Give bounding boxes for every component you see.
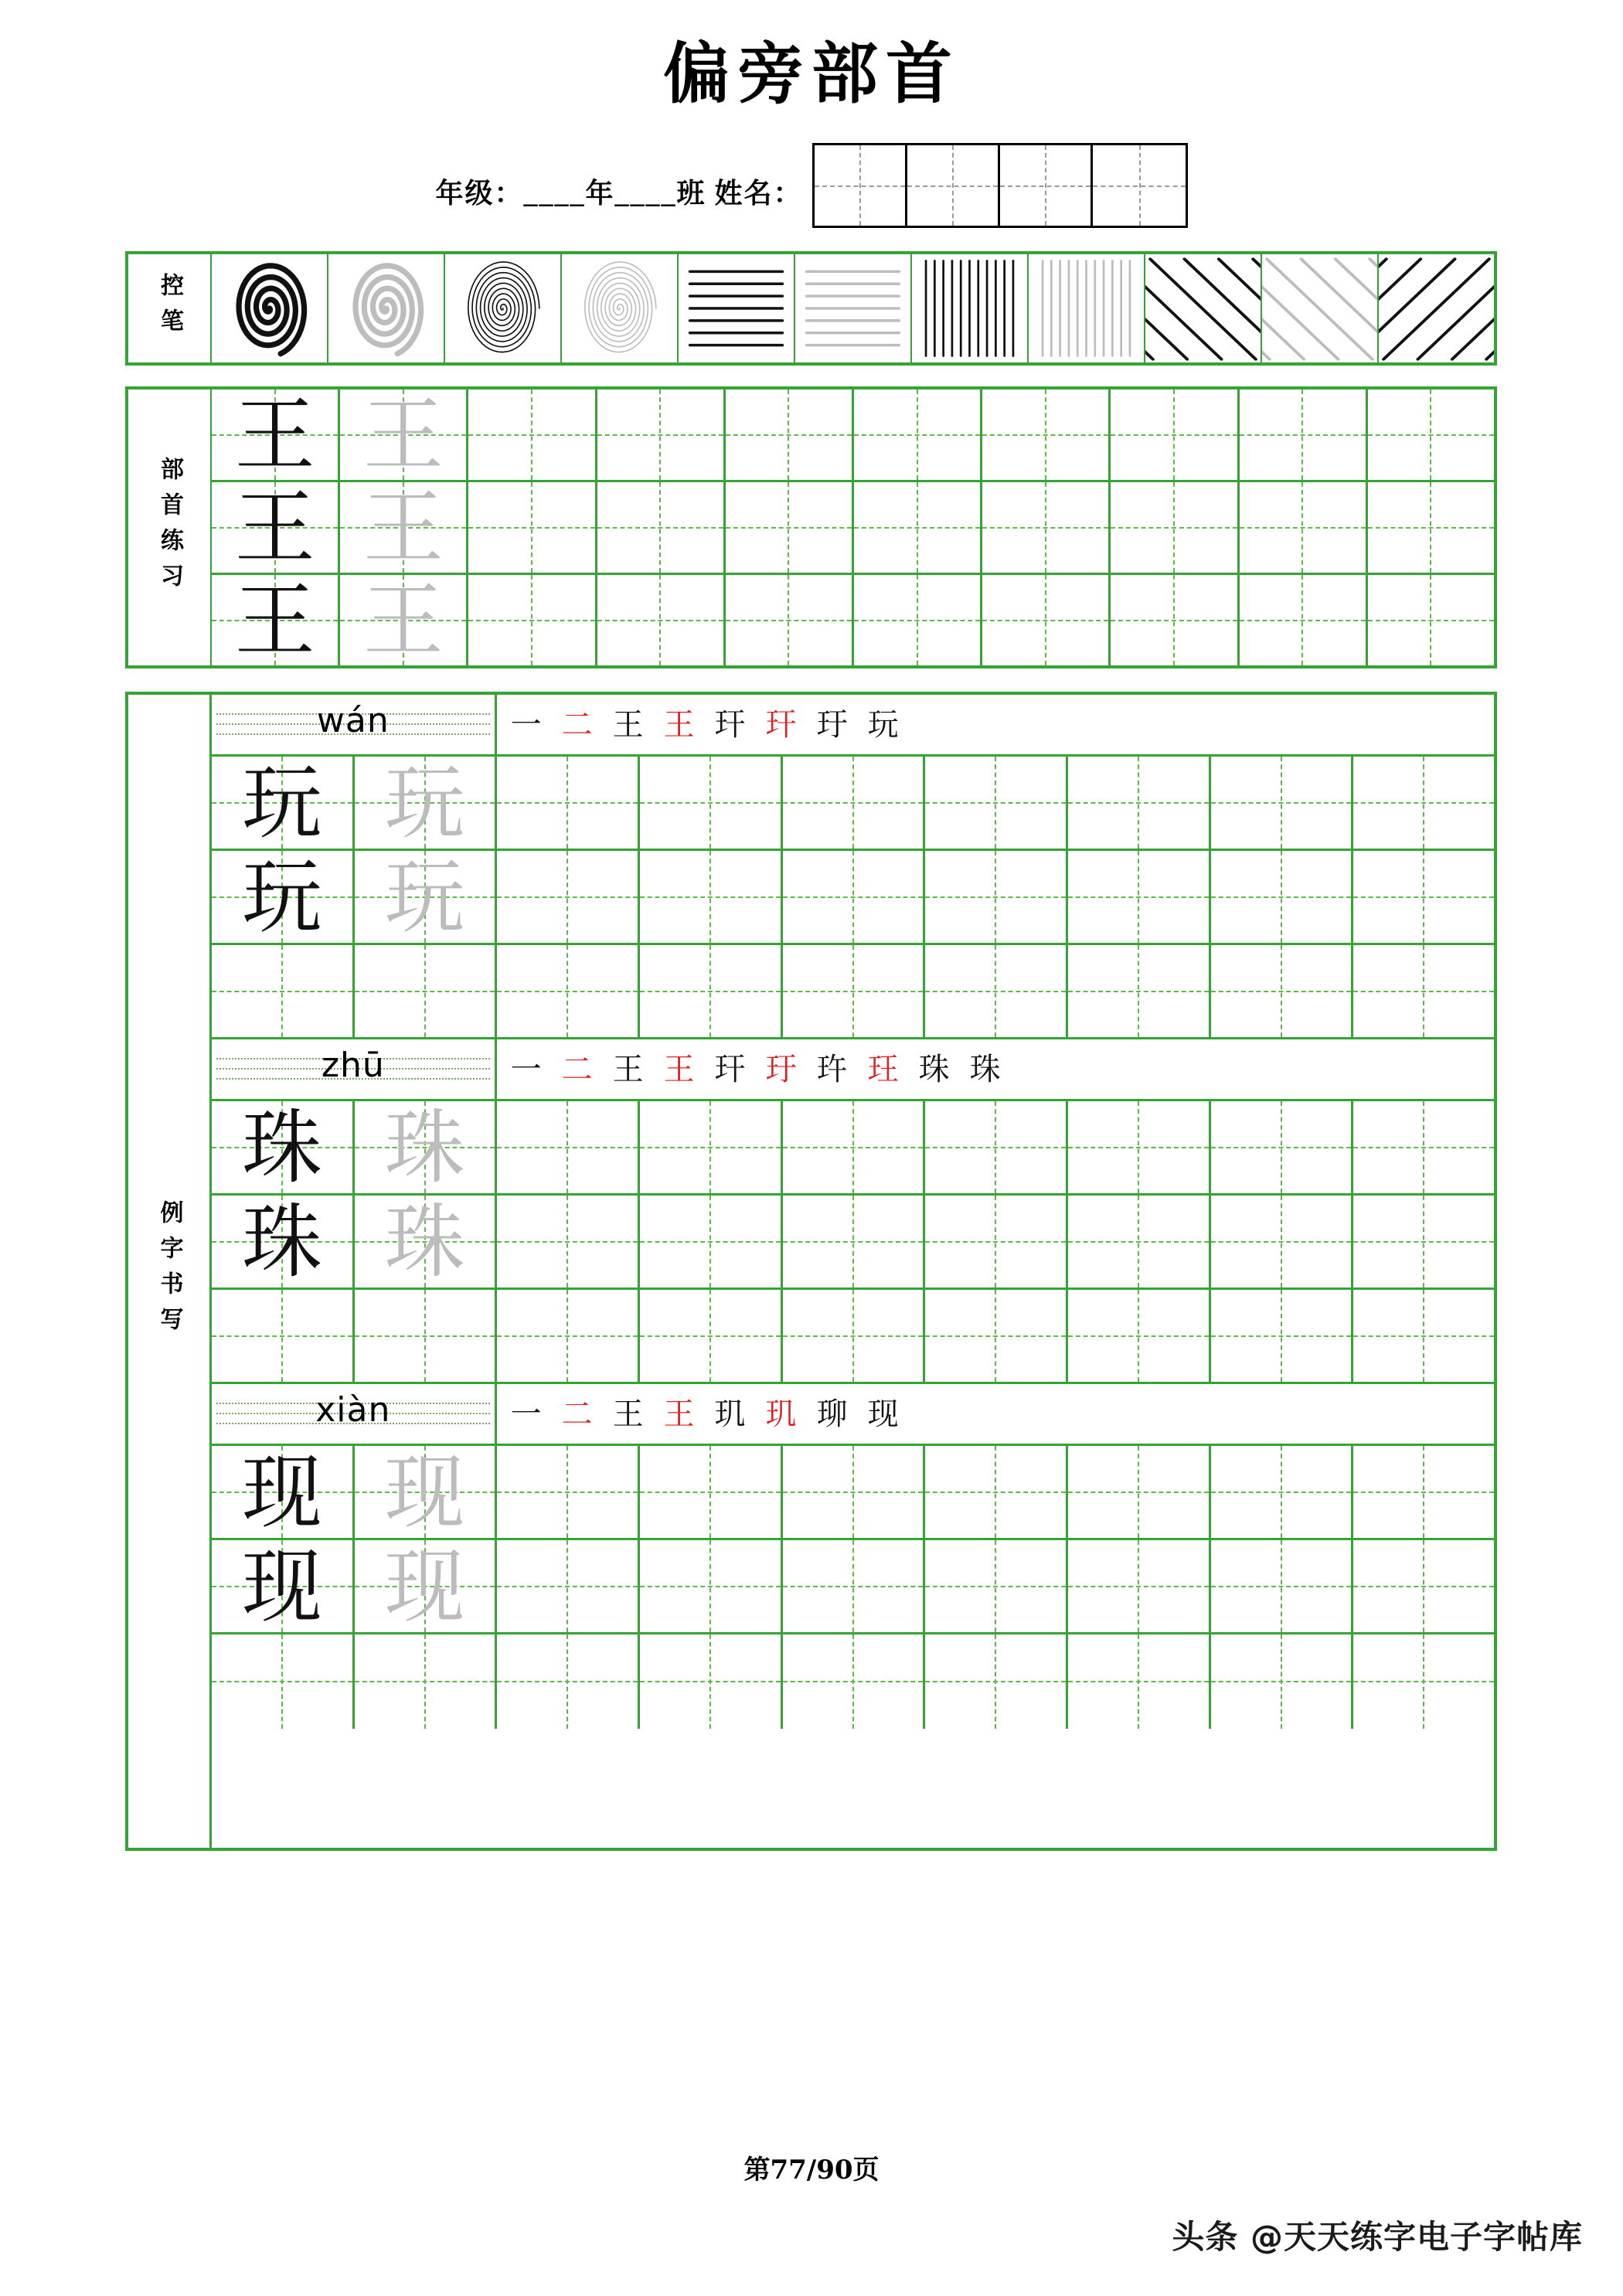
character-writing-cell[interactable] (212, 1446, 355, 1538)
pen-control-cell-spiral-thin-dark[interactable] (445, 254, 562, 362)
character-writing-cell[interactable] (355, 757, 498, 849)
character-glyph: 王 (234, 573, 315, 668)
name-box-cell[interactable] (815, 145, 907, 226)
radical-practice-cell[interactable] (1111, 482, 1239, 573)
radical-practice-cell[interactable] (854, 482, 982, 573)
character-writing-cell[interactable] (1211, 851, 1354, 943)
character-writing-cell[interactable] (1068, 757, 1211, 849)
radical-practice-cell[interactable] (340, 389, 468, 480)
radical-practice-cell[interactable] (1111, 575, 1239, 665)
stroke-order-step-8: 现 (867, 1396, 899, 1432)
pen-control-cell-vertical-dark[interactable] (912, 254, 1029, 362)
character-writing-cell[interactable] (640, 1634, 783, 1729)
stroke-order-step-1: 一 (510, 1051, 542, 1087)
character-writing-cell[interactable] (925, 1101, 1068, 1193)
pen-control-cell-spiral-thick-light[interactable] (328, 254, 445, 362)
character-writing-cell[interactable] (1353, 757, 1494, 849)
character-writing-cell[interactable] (783, 757, 926, 849)
stroke-order-step-7: 珋 (816, 1396, 848, 1432)
radical-practice-cell[interactable] (726, 389, 854, 480)
example-writing-body (212, 695, 1494, 1848)
stroke-order-step-3: 王 (612, 1396, 644, 1432)
page-header (0, 0, 1623, 240)
stroke-order-row (212, 1039, 1494, 1101)
character-writing-cell[interactable] (212, 757, 355, 849)
character-writing-cell[interactable] (1353, 1290, 1494, 1382)
character-writing-cell[interactable] (1068, 1290, 1211, 1382)
character-writing-cell[interactable] (497, 1446, 640, 1538)
radical-practice-label-text: 部首练习 (156, 456, 183, 599)
character-writing-cell[interactable] (497, 1290, 640, 1382)
character-writing-cell[interactable] (355, 1634, 498, 1729)
character-writing-cell[interactable] (355, 945, 498, 1037)
example-character-block (212, 695, 1494, 1039)
stroke-order-step-4: 王 (663, 1396, 695, 1432)
character-writing-cell[interactable] (925, 1196, 1068, 1287)
radical-practice-cell[interactable] (1240, 575, 1368, 665)
character-writing-cell[interactable] (1353, 1101, 1494, 1193)
character-glyph: 珠 (384, 1194, 465, 1289)
character-glyph: 珠 (384, 1100, 465, 1195)
character-writing-cell[interactable] (1068, 1634, 1211, 1729)
character-writing-cell[interactable] (497, 1540, 640, 1632)
stroke-order-sequence (497, 1039, 1494, 1099)
character-writing-cell[interactable] (1353, 1540, 1494, 1632)
stroke-order-step-9: 珠 (918, 1051, 950, 1087)
character-writing-cell[interactable] (925, 1446, 1068, 1538)
watermark: 头条 @天天练字电子字帖库 (1172, 2218, 1583, 2256)
character-glyph: 现 (241, 1539, 322, 1634)
character-glyph: 王 (362, 480, 444, 575)
pinyin-text: zhū (321, 1046, 385, 1085)
character-writing-cell[interactable] (497, 1101, 640, 1193)
radical-practice-cell[interactable] (340, 573, 468, 668)
character-glyph: 珠 (241, 1100, 322, 1195)
pinyin-cell (212, 1384, 497, 1444)
stroke-order-step-4: 王 (663, 1051, 695, 1087)
student-meta-row (0, 143, 1623, 228)
character-glyph: 玩 (241, 849, 322, 944)
stroke-order-step-7: 玝 (816, 1051, 848, 1087)
character-writing-cell[interactable] (212, 1634, 355, 1729)
character-writing-cell[interactable] (212, 1196, 355, 1287)
stroke-order-step-3: 王 (612, 1051, 644, 1087)
stroke-order-step-10: 珠 (969, 1051, 1001, 1087)
character-glyph: 现 (384, 1444, 465, 1539)
radical-practice-cell[interactable] (212, 389, 340, 480)
radical-practice-cell[interactable] (1240, 482, 1368, 573)
stroke-order-row (212, 695, 1494, 757)
page-number: 第77/90页 (743, 2155, 880, 2185)
character-writing-cell[interactable] (925, 1540, 1068, 1632)
pen-control-cell-diagonal-back-dark[interactable] (1145, 254, 1262, 362)
stroke-order-step-5: 玕 (714, 706, 746, 743)
character-writing-cell[interactable] (355, 851, 498, 943)
stroke-order-row (212, 1384, 1494, 1446)
grade-class-name-label: 年级：____年____班 姓名： (435, 178, 803, 209)
stroke-order-sequence (497, 1384, 1494, 1444)
stroke-order-step-2: 二 (561, 1396, 593, 1432)
character-writing-row (212, 1634, 1494, 1729)
pen-control-cell-spiral-thick-dark[interactable] (212, 254, 328, 362)
character-writing-row (212, 945, 1494, 1039)
character-writing-cell[interactable] (783, 1196, 926, 1287)
name-boxes[interactable] (812, 143, 1188, 228)
stroke-order-step-6: 玑 (765, 1396, 797, 1432)
character-writing-cell[interactable] (783, 1634, 926, 1729)
radical-practice-cell[interactable] (597, 575, 726, 665)
character-writing-cell[interactable] (497, 757, 640, 849)
name-box-cell[interactable] (907, 145, 1000, 226)
radical-practice-cell[interactable] (212, 573, 340, 668)
character-writing-row (212, 1446, 1494, 1540)
character-writing-cell[interactable] (1211, 1290, 1354, 1382)
character-glyph: 玩 (241, 755, 322, 850)
character-glyph: 王 (234, 387, 315, 482)
character-writing-cell[interactable] (212, 1290, 355, 1382)
character-writing-cell[interactable] (1211, 945, 1354, 1037)
stroke-order-step-1: 一 (510, 706, 542, 743)
character-writing-cell[interactable] (497, 945, 640, 1037)
character-writing-cell[interactable] (497, 851, 640, 943)
example-writing-label-text: 例字书写 (155, 1200, 183, 1342)
radical-practice-cell[interactable] (982, 389, 1111, 480)
character-writing-cell[interactable] (640, 757, 783, 849)
character-glyph: 现 (241, 1444, 322, 1539)
character-writing-cell[interactable] (1353, 1446, 1494, 1538)
radical-practice-cell[interactable] (597, 482, 726, 573)
radical-practice-cell[interactable] (597, 389, 726, 480)
pinyin-text: xiàn (315, 1390, 391, 1430)
example-character-block (212, 1384, 1494, 1729)
character-writing-row (212, 1101, 1494, 1196)
character-writing-cell[interactable] (1211, 757, 1354, 849)
radical-practice-cell[interactable] (340, 482, 468, 573)
radical-practice-section (125, 386, 1497, 668)
character-writing-row (212, 757, 1494, 851)
character-writing-cell[interactable] (1211, 1196, 1354, 1287)
example-writing-section (125, 692, 1497, 1851)
radical-practice-cell[interactable] (982, 482, 1111, 573)
character-writing-cell[interactable] (355, 1290, 498, 1382)
character-writing-cell[interactable] (925, 757, 1068, 849)
radical-practice-cell[interactable] (1368, 482, 1494, 573)
character-writing-cell[interactable] (1353, 1196, 1494, 1287)
radical-practice-grid (212, 387, 1494, 668)
character-writing-cell[interactable] (1211, 1446, 1354, 1538)
radical-practice-cell[interactable] (468, 482, 597, 573)
pen-control-cell-vertical-light[interactable] (1029, 254, 1145, 362)
pen-control-cell-diagonal-fwd-dark[interactable] (1379, 254, 1494, 362)
radical-practice-cell[interactable] (1368, 575, 1494, 665)
stroke-order-step-6: 玕 (765, 706, 797, 743)
character-writing-cell[interactable] (925, 1634, 1068, 1729)
radical-practice-row (212, 573, 1494, 668)
pinyin-cell (212, 1039, 497, 1099)
character-writing-cell[interactable] (1068, 1540, 1211, 1632)
radical-practice-cell[interactable] (212, 482, 340, 573)
character-writing-cell[interactable] (1353, 851, 1494, 943)
stroke-order-step-7: 玗 (816, 706, 848, 743)
character-writing-cell[interactable] (1068, 945, 1211, 1037)
page-title: 偏旁部首 (663, 35, 960, 113)
radical-practice-cell[interactable] (1111, 389, 1239, 480)
character-glyph: 玩 (384, 849, 465, 944)
stroke-order-step-2: 二 (561, 706, 593, 743)
stroke-order-step-6: 玗 (765, 1051, 797, 1087)
character-writing-cell[interactable] (640, 1196, 783, 1287)
stroke-order-step-5: 玑 (714, 1396, 746, 1432)
character-writing-cell[interactable] (640, 1540, 783, 1632)
pen-control-cell-horizontal-light[interactable] (795, 254, 912, 362)
pen-control-cell-diagonal-back-light[interactable] (1262, 254, 1379, 362)
pen-control-cell-horizontal-dark[interactable] (679, 254, 795, 362)
character-writing-cell[interactable] (640, 851, 783, 943)
character-writing-cell[interactable] (1211, 1634, 1354, 1729)
character-writing-cell[interactable] (1068, 851, 1211, 943)
example-writing-label (128, 695, 212, 1848)
character-writing-cell[interactable] (212, 1101, 355, 1193)
character-writing-cell[interactable] (1068, 1446, 1211, 1538)
character-writing-cell[interactable] (783, 945, 926, 1037)
character-glyph: 现 (384, 1539, 465, 1634)
character-glyph: 王 (362, 573, 444, 668)
character-glyph: 珠 (241, 1194, 322, 1289)
character-writing-cell[interactable] (497, 1196, 640, 1287)
character-writing-cell[interactable] (925, 1290, 1068, 1382)
radical-practice-cell[interactable] (854, 575, 982, 665)
character-writing-row (212, 1290, 1494, 1384)
radical-practice-cell[interactable] (726, 575, 854, 665)
character-writing-cell[interactable] (783, 851, 926, 943)
stroke-order-step-2: 二 (561, 1051, 593, 1087)
stroke-order-step-3: 王 (612, 706, 644, 743)
radical-practice-cell[interactable] (468, 575, 597, 665)
character-writing-cell[interactable] (355, 1196, 498, 1287)
character-writing-cell[interactable] (640, 1101, 783, 1193)
character-writing-cell[interactable] (640, 945, 783, 1037)
character-writing-cell[interactable] (212, 945, 355, 1037)
character-writing-cell[interactable] (925, 945, 1068, 1037)
character-writing-cell[interactable] (1353, 1634, 1494, 1729)
character-writing-cell[interactable] (212, 851, 355, 943)
character-writing-cell[interactable] (497, 1634, 640, 1729)
character-writing-cell[interactable] (1353, 945, 1494, 1037)
stroke-order-step-8: 玩 (867, 706, 899, 743)
radical-practice-cell[interactable] (468, 389, 597, 480)
character-writing-row (212, 1540, 1494, 1634)
pen-control-section (125, 251, 1497, 366)
character-writing-cell[interactable] (212, 1540, 355, 1632)
radical-practice-row (212, 482, 1494, 575)
stroke-order-step-1: 一 (510, 1396, 542, 1432)
character-writing-cell[interactable] (1211, 1540, 1354, 1632)
stroke-order-step-5: 玕 (714, 1051, 746, 1087)
character-writing-cell[interactable] (355, 1540, 498, 1632)
pinyin-text: wán (316, 701, 390, 740)
radical-practice-cell[interactable] (1240, 389, 1368, 480)
pen-control-cell-spiral-thin-light[interactable] (562, 254, 679, 362)
character-writing-cell[interactable] (783, 1446, 926, 1538)
character-writing-cell[interactable] (1068, 1196, 1211, 1287)
stroke-order-step-4: 王 (663, 706, 695, 743)
pen-control-label (128, 254, 212, 362)
stroke-order-sequence (497, 695, 1494, 754)
character-glyph: 玩 (384, 755, 465, 850)
pen-control-label-text: 控笔 (156, 273, 183, 344)
character-writing-cell[interactable] (640, 1290, 783, 1382)
radical-practice-cell[interactable] (982, 575, 1111, 665)
name-box-cell[interactable] (1000, 145, 1093, 226)
radical-practice-label (128, 389, 212, 665)
character-writing-cell[interactable] (355, 1101, 498, 1193)
character-writing-row (212, 1196, 1494, 1290)
radical-practice-cell[interactable] (1368, 389, 1494, 480)
character-writing-cell[interactable] (640, 1446, 783, 1538)
radical-practice-row (212, 389, 1494, 482)
character-glyph: 王 (362, 387, 444, 482)
character-writing-cell[interactable] (783, 1540, 926, 1632)
character-writing-cell[interactable] (355, 1446, 498, 1538)
example-character-block (212, 1039, 1494, 1384)
character-writing-cell[interactable] (783, 1290, 926, 1382)
character-writing-cell[interactable] (1211, 1101, 1354, 1193)
character-writing-row (212, 851, 1494, 945)
stroke-order-step-8: 玨 (867, 1051, 899, 1087)
character-writing-cell[interactable] (1068, 1101, 1211, 1193)
pinyin-cell (212, 695, 497, 754)
character-writing-cell[interactable] (925, 851, 1068, 943)
character-glyph: 王 (234, 480, 315, 575)
name-box-cell[interactable] (1093, 145, 1186, 226)
character-writing-cell[interactable] (783, 1101, 926, 1193)
radical-practice-cell[interactable] (854, 389, 982, 480)
radical-practice-cell[interactable] (726, 482, 854, 573)
